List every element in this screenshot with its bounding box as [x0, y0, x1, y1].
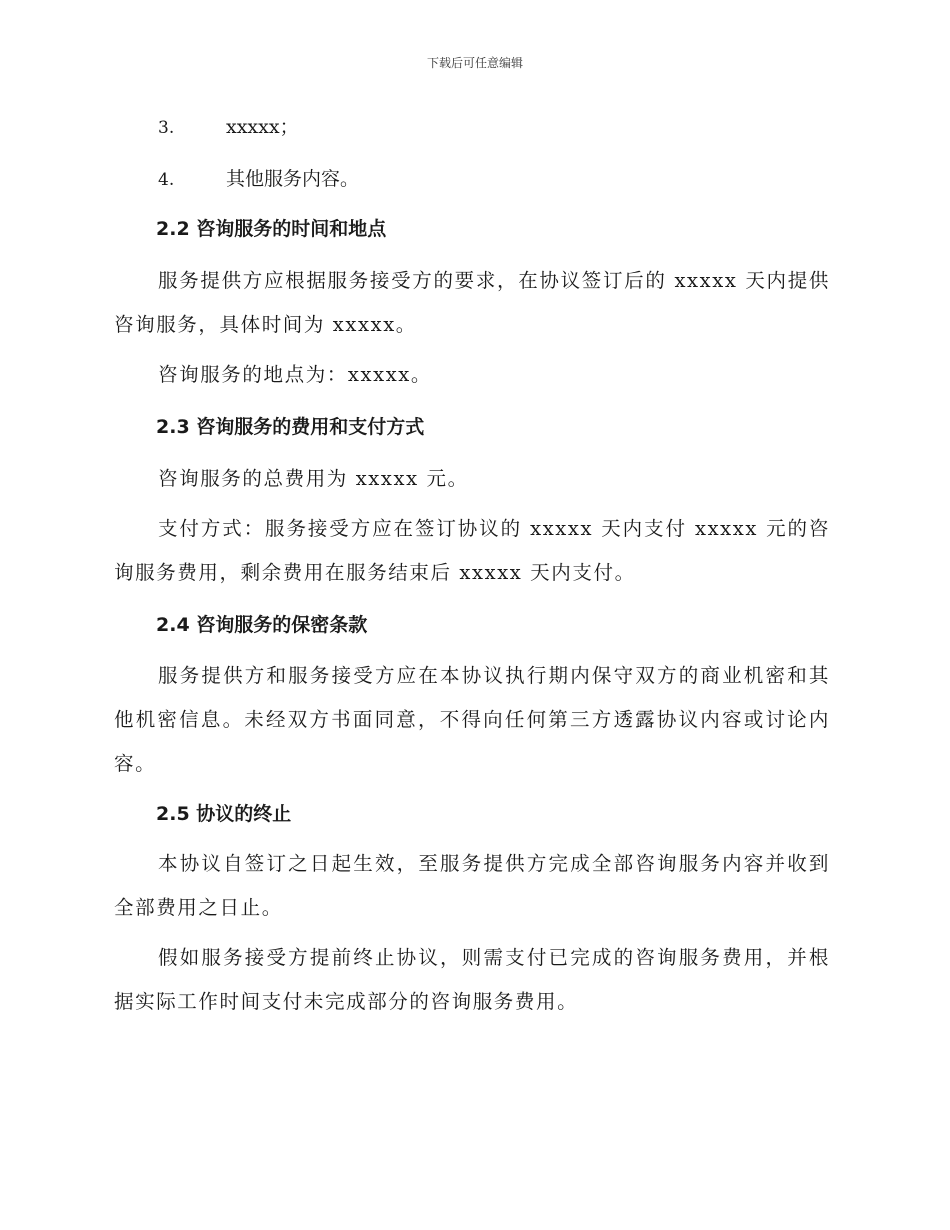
paragraph: 假如服务接受方提前终止协议，则需支付已完成的咨询服务费用，并根据实际工作时间支付未完成部分的咨询服务费用。: [114, 946, 830, 1013]
section-heading: 2.5 协议的终止: [156, 803, 292, 825]
section-heading: 2.3 咨询服务的费用和支付方式: [156, 416, 425, 438]
list-item: [158, 167, 359, 192]
page-header: 下载后可任意编辑: [426, 56, 523, 70]
paragraph: 支付方式：服务接受方应在签订协议的 xxxxx 天内支付 xxxxx 元的咨询服务费用，剩余费用在服务结束后 xxxxx 天内支付。: [114, 517, 830, 584]
section-heading: 2.4 咨询服务的保密条款: [156, 614, 368, 636]
paragraph: 咨询服务的总费用为 xxxxx 元。: [158, 467, 469, 490]
paragraph: 咨询服务的地点为：xxxxx。: [158, 363, 432, 386]
list-item: [158, 115, 299, 140]
section-heading: 2.2 咨询服务的时间和地点: [156, 218, 387, 240]
paragraph: 本协议自签订之日起生效，至服务提供方完成全部咨询服务内容并收到全部费用之日止。: [114, 852, 830, 919]
paragraph: 服务提供方应根据服务接受方的要求，在协议签订后的 xxxxx 天内提供咨询服务，具体时间为 xxxxx。: [114, 269, 830, 336]
list-text: 其他服务内容。: [226, 168, 360, 190]
list-text: xxxxx；: [226, 116, 299, 138]
list-number: 3.: [158, 118, 175, 138]
paragraph: 服务提供方和服务接受方应在本协议执行期内保守双方的商业机密和其他机密信息。未经双方书面同意，不得向任何第三方透露协议内容或讨论内容。: [114, 664, 830, 775]
list-number: 4.: [158, 170, 175, 190]
